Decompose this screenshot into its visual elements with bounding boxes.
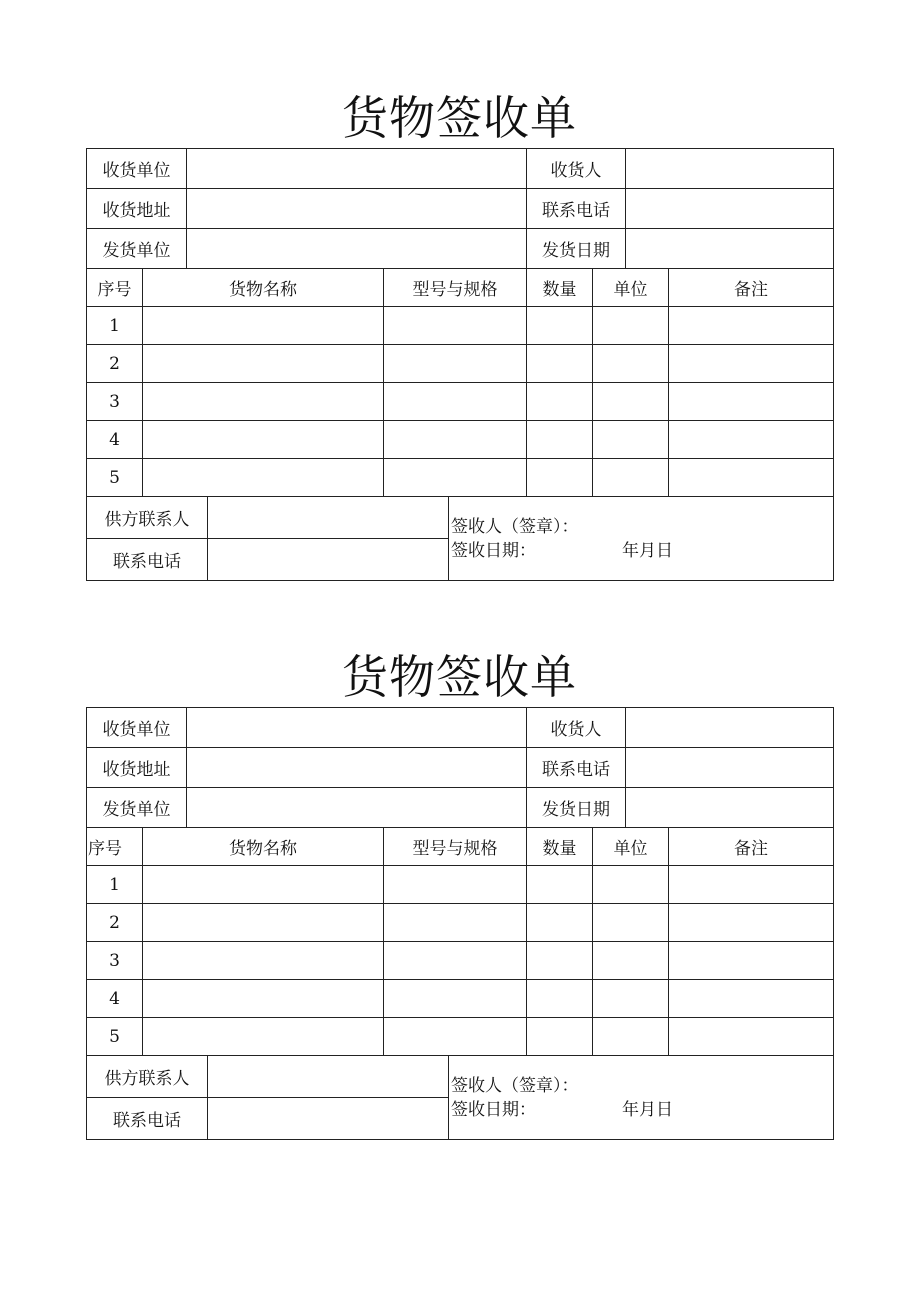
model-spec-cell[interactable] [384,904,527,942]
receiver-label: 收货人 [527,708,626,748]
signature-area[interactable] [449,1056,834,1140]
sign-date-label: 签收日期： [451,1099,536,1120]
supplier-phone-field[interactable] [208,539,449,581]
receiver-unit-field[interactable] [187,149,527,189]
table-row [87,904,834,942]
receiver-unit-field[interactable] [187,708,527,748]
row-index: 3 [87,383,143,421]
ship-date-label: 发货日期 [527,229,626,269]
info-row-receiver [87,149,834,189]
table-row [87,383,834,421]
column-header-row [87,269,834,307]
quantity-cell[interactable] [527,383,593,421]
sign-date-units: 年月日 [622,1099,673,1120]
sign-date-label: 签收日期： [451,540,536,561]
remarks-cell[interactable] [669,866,834,904]
receipt-form-2 [86,647,833,1140]
info-row-sender [87,788,834,828]
model-spec-cell[interactable] [384,383,527,421]
quantity-cell[interactable] [527,421,593,459]
col-header-goods-name: 货物名称 [143,269,384,307]
quantity-cell[interactable] [527,307,593,345]
ship-date-field[interactable] [626,788,834,828]
row-index: 4 [87,421,143,459]
col-header-remarks: 备注 [669,828,834,866]
contact-phone-label: 联系电话 [527,189,626,229]
signer-label: 签收人（签章）： [451,1075,579,1096]
supplier-phone-label: 联系电话 [87,1098,208,1140]
goods-name-cell[interactable] [143,307,384,345]
receiver-unit-label: 收货单位 [87,708,187,748]
quantity-cell[interactable] [527,345,593,383]
info-row-receiver [87,708,834,748]
form-title: 货物签收单 [342,650,577,704]
contact-phone-field[interactable] [626,189,834,229]
quantity-cell[interactable] [527,904,593,942]
unit-cell[interactable] [593,980,669,1018]
info-row-address [87,748,834,788]
sender-unit-label: 发货单位 [87,788,187,828]
table-row [87,421,834,459]
table-row [87,980,834,1018]
col-header-unit: 单位 [593,828,669,866]
footer-table [86,496,834,581]
col-header-model-spec: 型号与规格 [384,828,527,866]
table-row [87,345,834,383]
unit-cell[interactable] [593,421,669,459]
receiver-address-label: 收货地址 [87,748,187,788]
info-row-sender [87,229,834,269]
sender-unit-field[interactable] [187,229,527,269]
row-index: 2 [87,345,143,383]
goods-name-cell[interactable] [143,866,384,904]
contact-phone-label: 联系电话 [527,748,626,788]
quantity-cell[interactable] [527,866,593,904]
quantity-cell[interactable] [527,942,593,980]
table-row [87,866,834,904]
info-row-address [87,189,834,229]
remarks-cell[interactable] [669,1018,834,1056]
sign-date-line [451,539,833,563]
sender-unit-label: 发货单位 [87,229,187,269]
unit-cell[interactable] [593,1018,669,1056]
col-header-quantity: 数量 [527,269,593,307]
supplier-contact-label: 供方联系人 [87,497,208,539]
supplier-phone-field[interactable] [208,1098,449,1140]
footer-row-contact [87,497,834,539]
row-index: 5 [87,1018,143,1056]
unit-cell[interactable] [593,383,669,421]
form-title: 货物签收单 [342,91,577,145]
row-index: 4 [87,980,143,1018]
footer-table [86,1055,834,1140]
col-header-goods-name: 货物名称 [143,828,384,866]
receipt-table [86,148,834,497]
remarks-cell[interactable] [669,383,834,421]
column-header-row [87,828,834,866]
signature-area[interactable] [449,497,834,581]
goods-name-cell[interactable] [143,980,384,1018]
col-header-index: 序号 [87,828,143,866]
row-index: 1 [87,307,143,345]
row-index: 5 [87,459,143,497]
receiver-field[interactable] [626,149,834,189]
remarks-cell[interactable] [669,345,834,383]
table-row [87,459,834,497]
receipt-form-1 [86,88,833,581]
receiver-unit-label: 收货单位 [87,149,187,189]
model-spec-cell[interactable] [384,980,527,1018]
supplier-contact-label: 供方联系人 [87,1056,208,1098]
unit-cell[interactable] [593,345,669,383]
goods-name-cell[interactable] [143,1018,384,1056]
remarks-cell[interactable] [669,980,834,1018]
goods-name-cell[interactable] [143,383,384,421]
supplier-phone-label: 联系电话 [87,539,208,581]
receiver-field[interactable] [626,708,834,748]
receipt-table [86,707,834,1056]
quantity-cell[interactable] [527,1018,593,1056]
unit-cell[interactable] [593,904,669,942]
unit-cell[interactable] [593,866,669,904]
sign-date-units: 年月日 [622,540,673,561]
supplier-contact-field[interactable] [208,497,449,539]
remarks-cell[interactable] [669,942,834,980]
model-spec-cell[interactable] [384,345,527,383]
receiver-label: 收货人 [527,149,626,189]
remarks-cell[interactable] [669,904,834,942]
col-header-quantity: 数量 [527,828,593,866]
unit-cell[interactable] [593,307,669,345]
col-header-unit: 单位 [593,269,669,307]
model-spec-cell[interactable] [384,307,527,345]
unit-cell[interactable] [593,459,669,497]
quantity-cell[interactable] [527,980,593,1018]
model-spec-cell[interactable] [384,459,527,497]
remarks-cell[interactable] [669,307,834,345]
col-header-model-spec: 型号与规格 [384,269,527,307]
remarks-cell[interactable] [669,459,834,497]
sign-date-line [451,1098,833,1122]
supplier-contact-field[interactable] [208,1056,449,1098]
row-index: 1 [87,866,143,904]
ship-date-label: 发货日期 [527,788,626,828]
table-row [87,1018,834,1056]
goods-name-cell[interactable] [143,345,384,383]
col-header-remarks: 备注 [669,269,834,307]
goods-name-cell[interactable] [143,904,384,942]
col-header-index: 序号 [87,269,143,307]
remarks-cell[interactable] [669,421,834,459]
ship-date-field[interactable] [626,229,834,269]
table-row [87,307,834,345]
receiver-address-field[interactable] [187,748,527,788]
row-index: 3 [87,942,143,980]
quantity-cell[interactable] [527,459,593,497]
model-spec-cell[interactable] [384,866,527,904]
goods-name-cell[interactable] [143,459,384,497]
unit-cell[interactable] [593,942,669,980]
goods-name-cell[interactable] [143,942,384,980]
model-spec-cell[interactable] [384,942,527,980]
goods-name-cell[interactable] [143,421,384,459]
footer-row-contact [87,1056,834,1098]
table-row [87,942,834,980]
receiver-address-field[interactable] [187,189,527,229]
receiver-address-label: 收货地址 [87,189,187,229]
signer-label: 签收人（签章）： [451,516,579,537]
model-spec-cell[interactable] [384,1018,527,1056]
contact-phone-field[interactable] [626,748,834,788]
row-index: 2 [87,904,143,942]
model-spec-cell[interactable] [384,421,527,459]
sender-unit-field[interactable] [187,788,527,828]
